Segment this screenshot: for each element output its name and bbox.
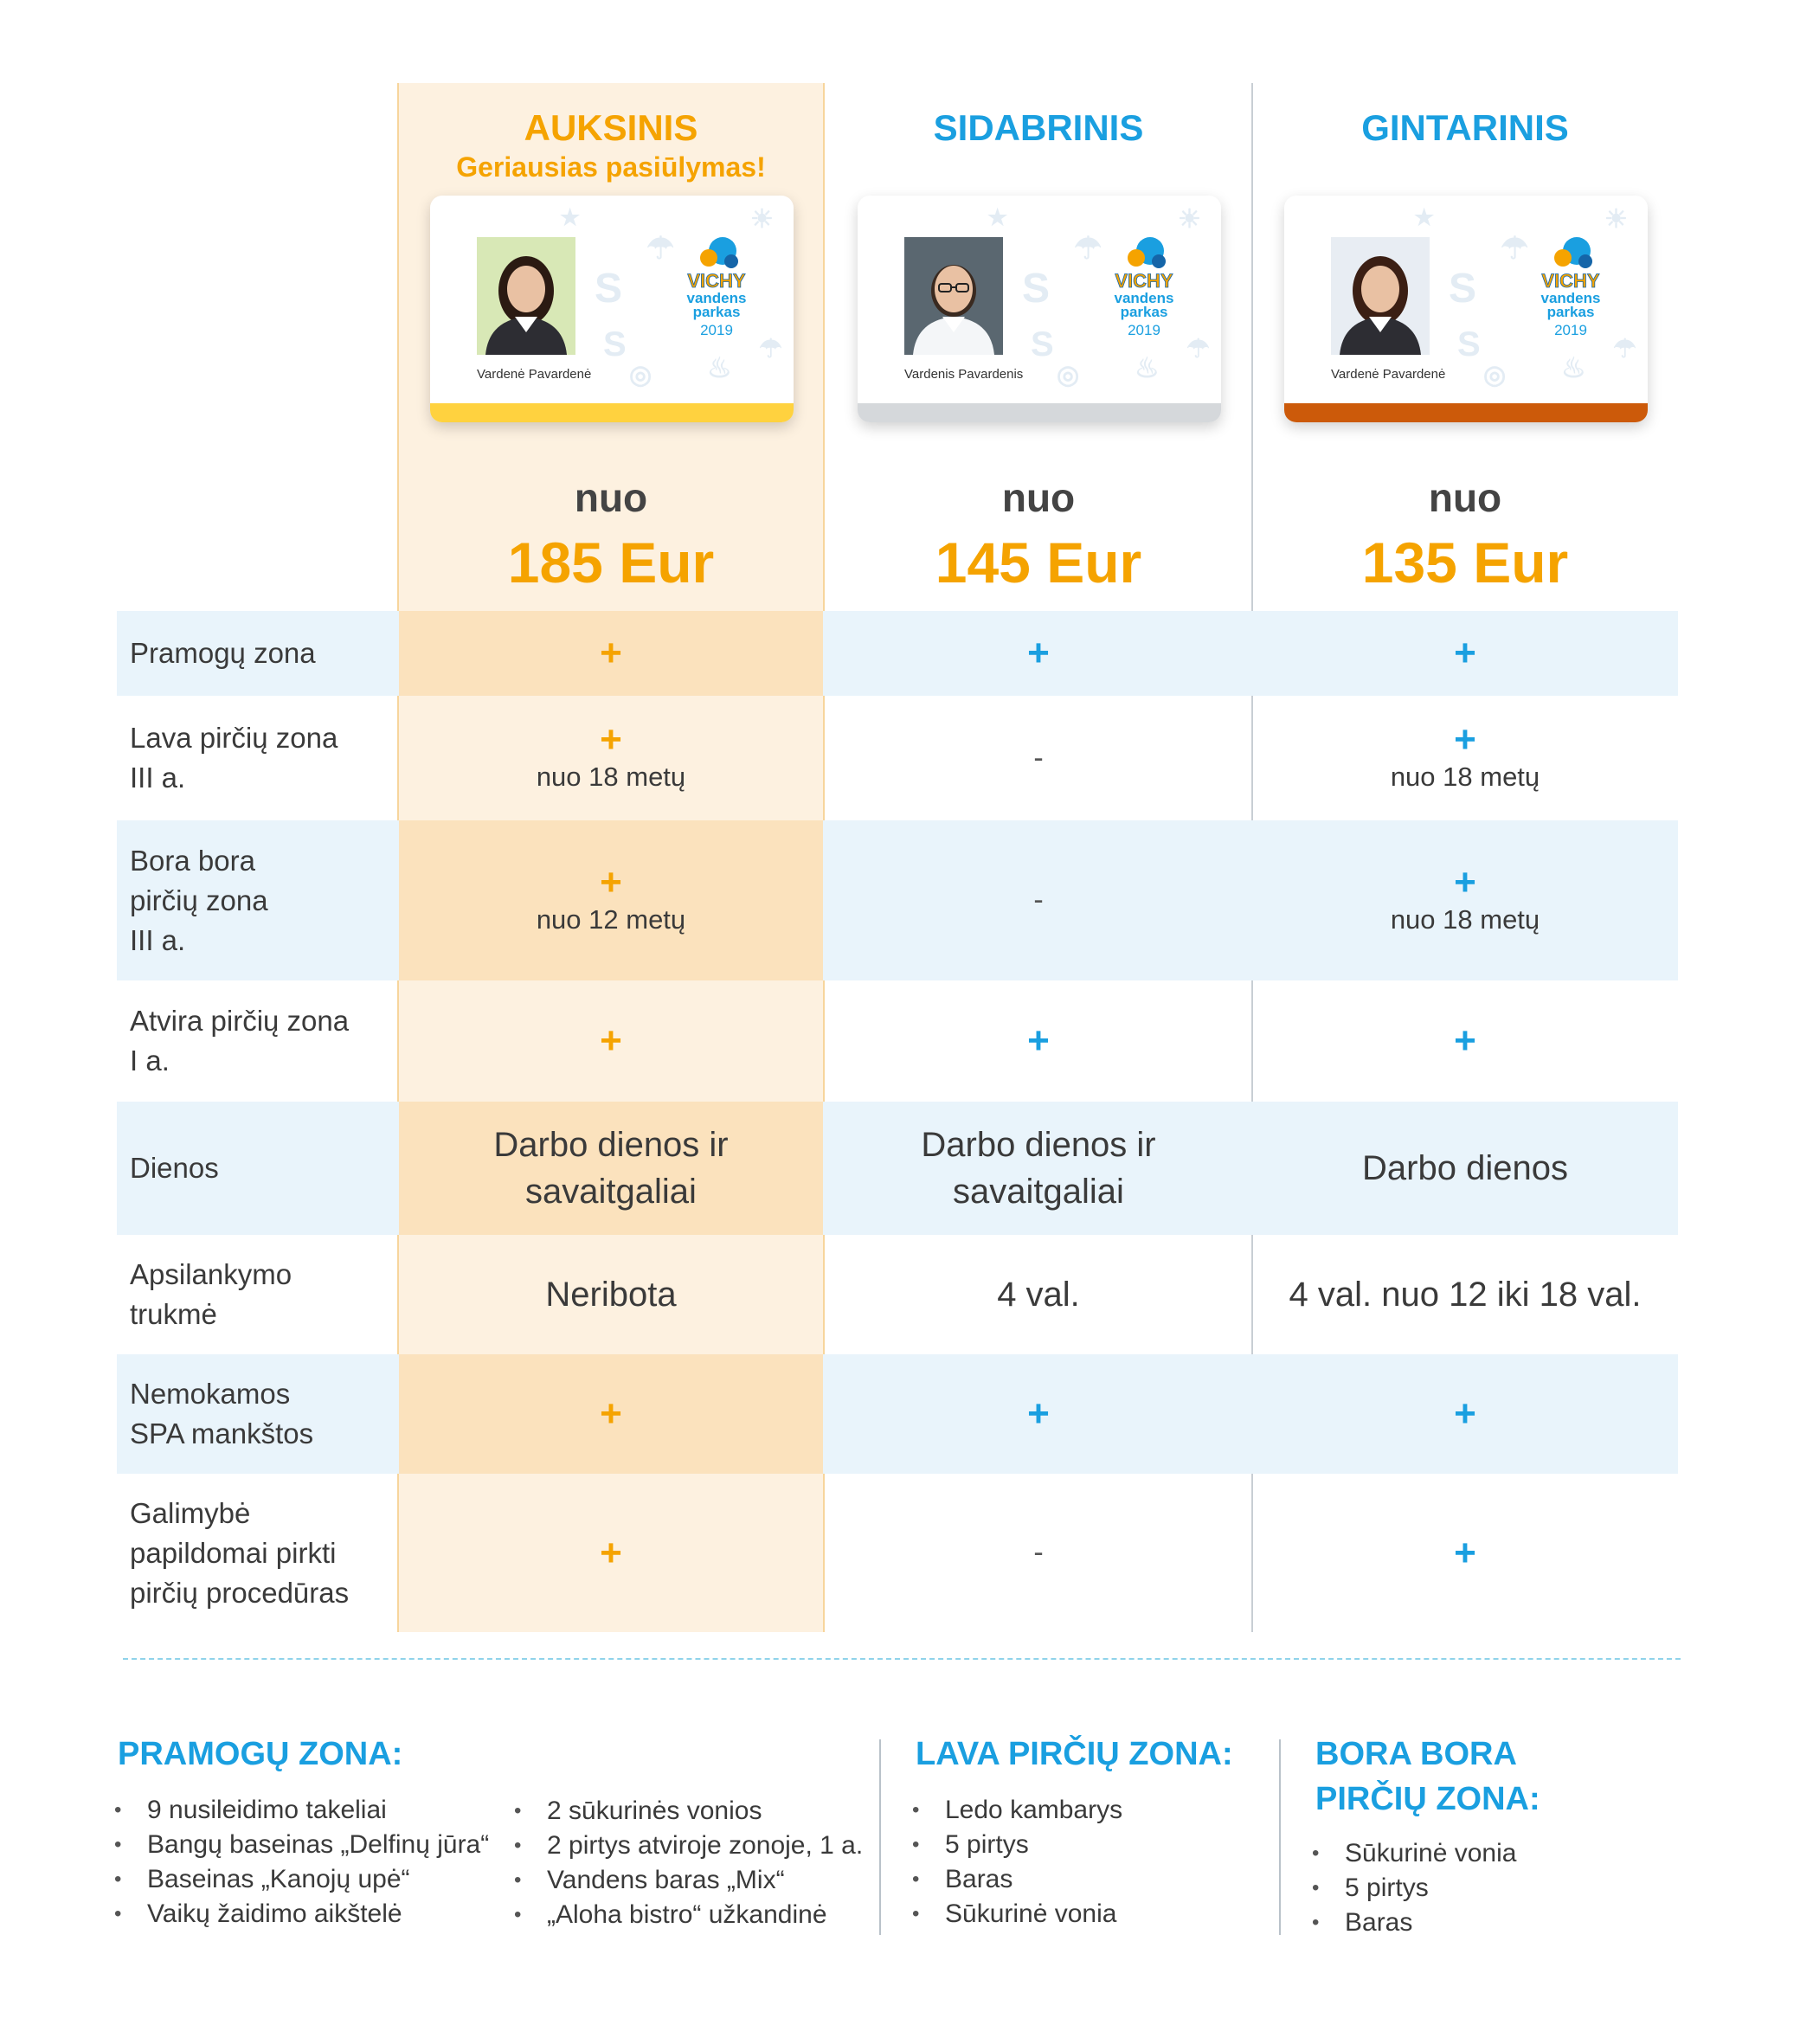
row-label-line: papildomai pirkti: [130, 1536, 337, 1569]
pattern-icon: ☂: [1186, 335, 1210, 363]
list-item: • 5 pirtys: [1312, 1871, 1516, 1906]
table-cell: [825, 1235, 1252, 1354]
row-label: [130, 1255, 292, 1334]
cell-text: Darbo dienos ir: [921, 1126, 1156, 1164]
membership-card: [1284, 196, 1648, 422]
list-item: • Baras: [1312, 1906, 1516, 1940]
table-cell: [397, 1354, 825, 1474]
pattern-icon: ☀: [1604, 205, 1628, 234]
svg-text:parkas: parkas: [1546, 304, 1595, 320]
pattern-icon: ☂: [1074, 230, 1102, 266]
card-year: 2019: [700, 322, 733, 338]
included-plus-icon: +: [1027, 1019, 1050, 1062]
included-plus-icon: +: [600, 1019, 622, 1062]
included-plus-icon: +: [600, 718, 622, 761]
included-plus-icon: +: [1454, 632, 1476, 674]
pattern-icon: ♨: [1135, 352, 1160, 383]
included-plus-icon: +: [600, 1392, 622, 1435]
pattern-icon: ♨: [1561, 352, 1586, 383]
footer-title-lava: LAVA PIRČIŲ ZONA:: [916, 1736, 1233, 1772]
cell-text: savaitgaliai: [525, 1173, 697, 1211]
cell-note: nuo 18 metų: [536, 762, 686, 792]
footer-title-bora-line2: PIRČIŲ ZONA:: [1315, 1781, 1540, 1817]
price-from-sidabrinis: nuo: [1001, 475, 1076, 520]
footer-list-lava: [912, 1793, 1122, 1932]
table-cell: [1251, 980, 1679, 1102]
not-included-dash: -: [1033, 741, 1044, 775]
row-label-line: SPA mankštos: [130, 1417, 314, 1449]
price-from-gintarinis: nuo: [1428, 475, 1502, 520]
cell-text: Darbo dienos ir: [493, 1126, 729, 1164]
row-label-line: Bora bora: [130, 844, 255, 877]
table-cell: [1251, 1102, 1679, 1235]
pattern-icon: ☀: [1178, 205, 1201, 234]
row-label-line: Apsilankymo: [130, 1258, 292, 1290]
row-label-line: Lava pirčių zona: [130, 722, 338, 754]
row-label-line: Dienos: [130, 1152, 219, 1184]
price-auksinis: 185 Eur: [507, 530, 715, 595]
card-holder-name: Vardenė Pavardenė: [1331, 367, 1446, 382]
list-item: • Sūkurinė vonia: [912, 1897, 1122, 1932]
price-gintarinis: 135 Eur: [1361, 530, 1569, 595]
pattern-icon: ☂: [759, 335, 782, 363]
pattern-icon: S: [1031, 325, 1054, 363]
footer-list-pramogu-2: [514, 1794, 863, 1932]
included-plus-icon: +: [1454, 718, 1476, 761]
card-year: 2019: [1554, 322, 1587, 338]
footer-title-bora-line1: BORA BORA: [1315, 1736, 1517, 1772]
footer-separator: [1279, 1739, 1281, 1935]
list-item: • 5 pirtys: [912, 1828, 1122, 1862]
card-color-bar: [858, 403, 1221, 422]
pattern-icon: ◎: [1057, 361, 1080, 389]
pattern-icon: S: [1022, 266, 1051, 312]
table-cell: [1251, 1235, 1679, 1354]
row-label: [130, 1494, 349, 1613]
svg-text:parkas: parkas: [692, 304, 741, 320]
row-label-line: Galimybė: [130, 1496, 251, 1529]
cell-note: nuo 18 metų: [1390, 762, 1540, 792]
pattern-icon: S: [1449, 266, 1477, 312]
table-cell: [1251, 1474, 1679, 1632]
cell-text: savaitgaliai: [953, 1173, 1124, 1211]
pattern-icon: ★: [987, 204, 1008, 230]
cell-text: Neribota: [545, 1276, 677, 1314]
not-included-dash: -: [1033, 1536, 1044, 1569]
table-cell: [825, 1474, 1252, 1632]
profile-photo: [1331, 237, 1430, 355]
row-label-line: trukmė: [130, 1298, 217, 1330]
table-cell: [1251, 696, 1679, 820]
row-label-line: pirčių zona: [130, 884, 268, 916]
not-included-dash: -: [1033, 884, 1044, 916]
table-cell: [397, 1102, 825, 1235]
row-label-line: pirčių procedūras: [130, 1576, 350, 1609]
row-label-line: Atvira pirčių zona: [130, 1005, 350, 1037]
list-item: • 2 sūkurinės vonios: [514, 1794, 863, 1829]
pattern-icon: ☂: [1613, 335, 1636, 363]
cell-text: Darbo dienos: [1362, 1149, 1568, 1187]
row-label: [130, 1001, 349, 1081]
table-cell: [397, 1235, 825, 1354]
row-label: [130, 1148, 219, 1188]
svg-text:vandens: vandens: [686, 290, 747, 306]
table-cell: [397, 696, 825, 820]
row-label: [130, 633, 316, 673]
pattern-icon: S: [595, 266, 623, 312]
included-plus-icon: +: [1454, 860, 1476, 903]
included-plus-icon: +: [600, 1531, 622, 1574]
pattern-icon: ☂: [646, 230, 675, 266]
pattern-icon: ★: [1414, 204, 1435, 230]
row-label-line: Nemokamos: [130, 1378, 291, 1410]
table-cell: [825, 820, 1252, 980]
list-item: • Sūkurinė vonia: [1312, 1836, 1516, 1871]
membership-card: [858, 196, 1221, 422]
price-from-auksinis: nuo: [574, 475, 648, 520]
table-cell: [397, 1474, 825, 1632]
included-plus-icon: +: [1027, 1392, 1050, 1435]
list-item: • 2 pirtys atviroje zonoje, 1 a.: [514, 1829, 863, 1863]
cell-text: 4 val.: [997, 1276, 1080, 1314]
card-year: 2019: [1128, 322, 1160, 338]
row-label-line: Pramogų zona: [130, 637, 316, 669]
list-item: • 9 nusileidimo takeliai: [114, 1793, 489, 1828]
svg-text:VICHY: VICHY: [687, 270, 746, 292]
pattern-icon: ☂: [1501, 230, 1529, 266]
list-item: • „Aloha bistro“ užkandinė: [514, 1898, 863, 1932]
svg-text:vandens: vandens: [1540, 290, 1601, 306]
list-item: • Ledo kambarys: [912, 1793, 1122, 1828]
footer-list-pramogu-1: [114, 1793, 489, 1932]
pattern-icon: ♨: [707, 352, 732, 383]
footer-divider: [123, 1658, 1681, 1660]
included-plus-icon: +: [1454, 1019, 1476, 1062]
row-label-line: III a.: [130, 923, 186, 956]
profile-photo: [477, 237, 575, 355]
included-plus-icon: +: [600, 632, 622, 674]
card-color-bar: [430, 403, 794, 422]
table-cell: [397, 980, 825, 1102]
list-item: • Vaikų žaidimo aikštelė: [114, 1897, 489, 1932]
pattern-icon: S: [603, 325, 627, 363]
plan-title-gintarinis: GINTARINIS: [1361, 107, 1569, 148]
row-label: [130, 1374, 313, 1454]
list-item: • Baras: [912, 1862, 1122, 1897]
svg-text:VICHY: VICHY: [1115, 270, 1173, 292]
included-plus-icon: +: [1454, 1531, 1476, 1574]
row-label: [130, 841, 268, 961]
membership-card: [430, 196, 794, 422]
row-label-line: I a.: [130, 1044, 170, 1077]
included-plus-icon: +: [1454, 1392, 1476, 1435]
table-cell: [825, 1354, 1252, 1474]
card-holder-name: Vardenė Pavardenė: [477, 367, 592, 382]
table-cell: [397, 820, 825, 980]
plan-subtitle-auksinis: Geriausias pasiūlymas!: [456, 151, 766, 183]
list-item: • Baseinas „Kanojų upė“: [114, 1862, 489, 1897]
svg-text:VICHY: VICHY: [1541, 270, 1600, 292]
table-cell: [397, 611, 825, 696]
cell-text: 4 val. nuo 12 iki 18 val.: [1289, 1276, 1642, 1314]
card-color-bar: [1284, 403, 1648, 422]
table-cell: [825, 980, 1252, 1102]
svg-text:parkas: parkas: [1120, 304, 1168, 320]
svg-text:vandens: vandens: [1114, 290, 1174, 306]
pattern-icon: S: [1457, 325, 1481, 363]
plan-title-auksinis: AUKSINIS: [524, 107, 698, 148]
pattern-icon: ★: [560, 204, 581, 230]
table-cell: [825, 696, 1252, 820]
card-holder-name: Vardenis Pavardenis: [904, 367, 1024, 382]
table-cell: [1251, 820, 1679, 980]
row-label: [130, 718, 338, 798]
pattern-icon: ◎: [629, 361, 652, 389]
list-item: • Vandens baras „Mix“: [514, 1863, 863, 1898]
pattern-icon: ☀: [750, 205, 774, 234]
row-label-line: III a.: [130, 762, 186, 794]
table-cell: [825, 611, 1252, 696]
table-cell: [1251, 1354, 1679, 1474]
footer-title-pramogu: PRAMOGŲ ZONA:: [118, 1736, 403, 1772]
price-sidabrinis: 145 Eur: [935, 530, 1142, 595]
list-item: • Bangų baseinas „Delfinų jūra“: [114, 1828, 489, 1862]
cell-note: nuo 18 metų: [1390, 903, 1540, 935]
cell-note: nuo 12 metų: [536, 903, 686, 935]
profile-photo: [904, 237, 1003, 355]
included-plus-icon: +: [1027, 632, 1050, 674]
included-plus-icon: +: [600, 860, 622, 903]
plan-title-sidabrinis: SIDABRINIS: [933, 107, 1144, 148]
footer-separator: [879, 1739, 881, 1935]
pattern-icon: ◎: [1483, 361, 1507, 389]
table-cell: [1251, 611, 1679, 696]
table-cell: [825, 1102, 1252, 1235]
footer-list-bora: [1312, 1836, 1516, 1940]
